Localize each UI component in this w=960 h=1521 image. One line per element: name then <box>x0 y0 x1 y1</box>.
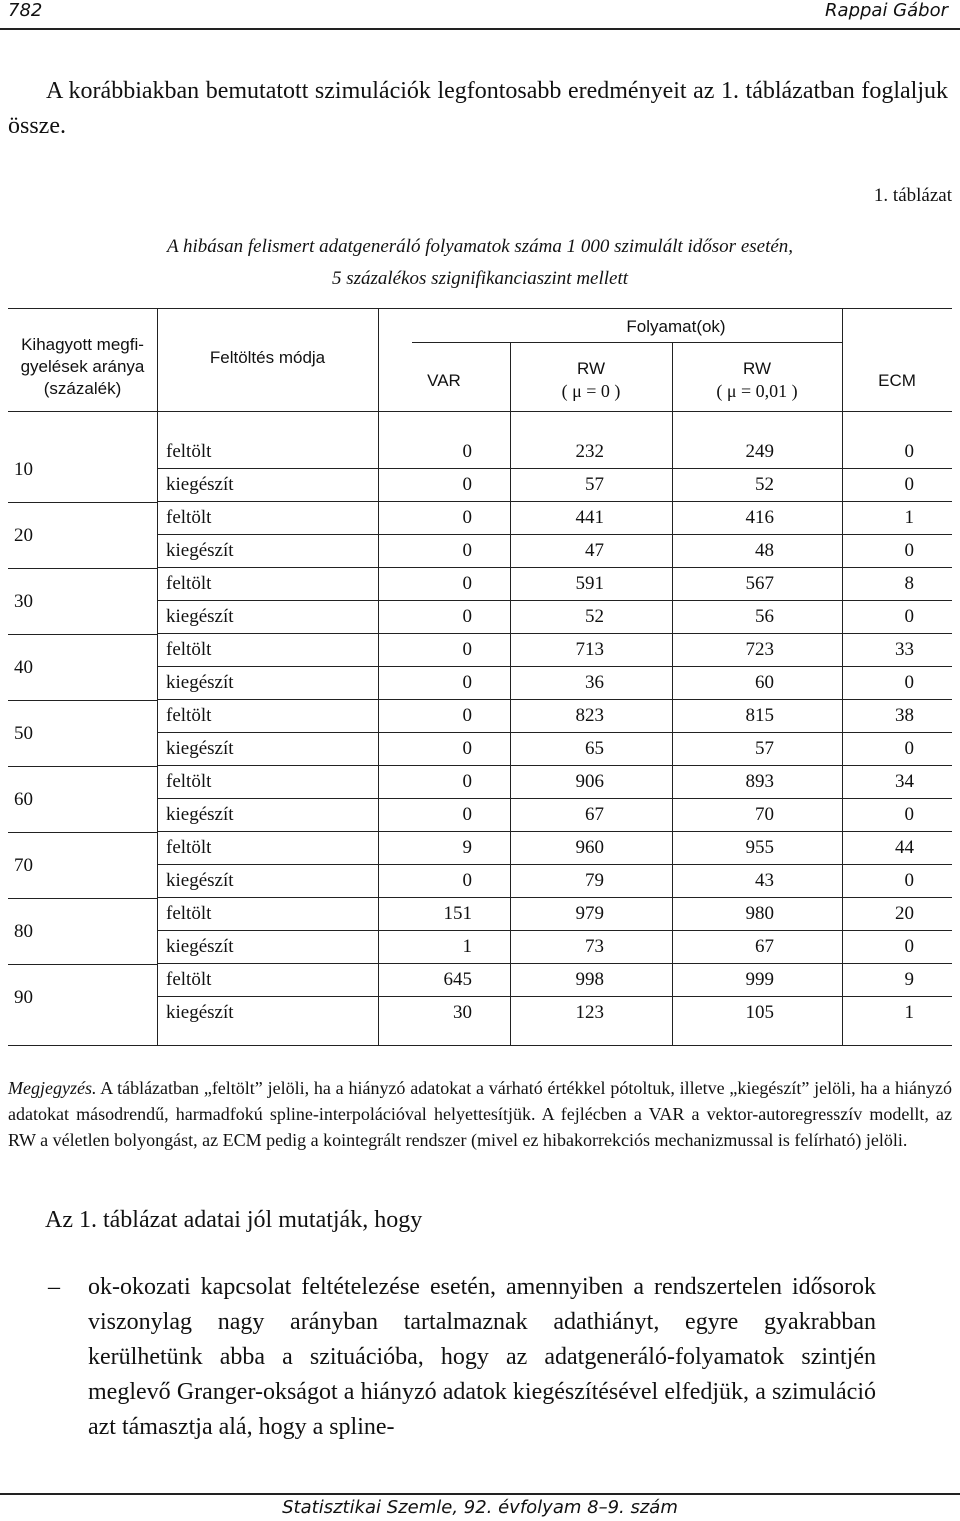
bullet-text: ok-okozati kapcsolat feltételezése esetén, amennyiben a rendszertelen idősorok viszonylag nagy arányban tartalmaznak adathiányt, egyre gyakrabban kerülhetünk abba a szituációba, hogy az adatgeneráló-folyamatok szintjén meglevő Granger-okságot a hiányzó adatok kiegészítésével elfedjük, a szimuláció azt támasztja alá, hogy a spline- <box>88 1274 876 1440</box>
group-rule <box>8 898 157 899</box>
fill-method-cell: feltölt <box>166 573 212 594</box>
ecm-cell: 20 <box>895 903 914 924</box>
group-rule <box>8 568 157 569</box>
rw-mu001-cell: 723 <box>745 639 774 660</box>
table-label: 1. táblázat <box>873 185 952 206</box>
bullet-item <box>48 1270 876 1445</box>
fill-method-cell: feltölt <box>166 639 212 660</box>
rw-mu0-cell: 79 <box>585 870 604 891</box>
missing-ratio-label: 60 <box>14 789 33 810</box>
missing-ratio-label: 50 <box>14 723 33 744</box>
missing-ratio-label: 30 <box>14 591 33 612</box>
fill-method-cell: feltölt <box>166 771 212 792</box>
fill-method-cell: feltölt <box>166 837 212 858</box>
fill-method-cell: kiegészít <box>166 474 234 495</box>
row-rule <box>157 567 952 568</box>
missing-ratio-label: 40 <box>14 657 33 678</box>
fill-method-cell: feltölt <box>166 507 212 528</box>
rw-mu0-cell: 713 <box>575 639 604 660</box>
rw-mu001-cell: 416 <box>745 507 774 528</box>
ecm-cell: 0 <box>904 804 914 825</box>
rw-mu0-cell: 960 <box>575 837 604 858</box>
header-missing-ratio-line2: gyelések aránya <box>20 357 145 376</box>
var-cell: 0 <box>462 474 472 495</box>
note-label: Megjegyzés. <box>8 1078 97 1098</box>
rw-mu001-cell: 70 <box>755 804 774 825</box>
var-cell: 0 <box>462 771 472 792</box>
header-missing-ratio <box>8 334 157 400</box>
ecm-cell: 0 <box>904 936 914 957</box>
row-rule <box>157 666 952 667</box>
table-caption-line1: A hibásan felismert adatgeneráló folyamatok száma 1 000 szimulált idősor esetén, <box>166 236 794 257</box>
row-rule <box>157 765 952 766</box>
rw-mu0-cell: 57 <box>585 474 604 495</box>
var-cell: 0 <box>462 507 472 528</box>
rw-mu001-cell: 893 <box>745 771 774 792</box>
footer-rule <box>0 1493 960 1495</box>
var-cell: 0 <box>462 804 472 825</box>
header-rule <box>0 28 960 30</box>
table-top-rule <box>8 308 952 309</box>
rw-mu001-cell: 43 <box>755 870 774 891</box>
header-rw-mu001 <box>672 358 842 402</box>
var-cell: 0 <box>462 672 472 693</box>
col-divider-1 <box>157 308 158 1046</box>
process-group-rule <box>412 342 842 343</box>
fill-method-cell: kiegészít <box>166 606 234 627</box>
fill-method-cell: kiegészít <box>166 672 234 693</box>
group-rule <box>8 766 157 767</box>
fill-method-cell: feltölt <box>166 969 212 990</box>
rw-mu0-cell: 36 <box>585 672 604 693</box>
header-ecm: ECM <box>878 371 916 390</box>
group-rule <box>8 964 157 965</box>
col-divider-3 <box>510 342 511 1046</box>
fill-method-cell: kiegészít <box>166 1002 234 1023</box>
fill-method-cell: feltölt <box>166 441 212 462</box>
ecm-cell: 0 <box>904 870 914 891</box>
col-divider-4 <box>672 342 673 1046</box>
rw-mu0-cell: 123 <box>575 1002 604 1023</box>
rw-mu001-cell: 567 <box>745 573 774 594</box>
var-cell: 9 <box>462 837 472 858</box>
group-rule <box>8 832 157 833</box>
var-cell: 0 <box>462 639 472 660</box>
running-header-author: Rappai Gábor <box>825 0 948 21</box>
rw-mu0-cell: 441 <box>575 507 604 528</box>
ecm-cell: 1 <box>904 507 914 528</box>
row-rule <box>157 996 952 997</box>
var-cell: 151 <box>443 903 472 924</box>
table-header-rule <box>8 411 952 412</box>
row-rule <box>157 732 952 733</box>
rw-mu0-cell: 906 <box>575 771 604 792</box>
ecm-cell: 8 <box>904 573 914 594</box>
rw-mu001-cell: 999 <box>745 969 774 990</box>
table-caption-line2: 5 százalékos szignifikanciaszint mellett <box>331 268 629 289</box>
page-number: 782 <box>8 0 43 21</box>
var-cell: 0 <box>462 870 472 891</box>
journal-footer: Statisztikai Szemle, 92. évfolyam 8–9. szám <box>282 1497 678 1518</box>
header-var: VAR <box>427 371 461 390</box>
rw-mu001-cell: 48 <box>755 540 774 561</box>
header-processes: Folyamat(ok) <box>626 317 726 336</box>
ecm-cell: 0 <box>904 474 914 495</box>
rw-mu001-cell: 60 <box>755 672 774 693</box>
rw-mu0-cell: 232 <box>575 441 604 462</box>
missing-ratio-label: 90 <box>14 987 33 1008</box>
ecm-cell: 0 <box>904 672 914 693</box>
var-cell: 30 <box>453 1002 472 1023</box>
row-rule <box>157 699 952 700</box>
rw-mu001-cell: 249 <box>745 441 774 462</box>
rw-mu0-cell: 47 <box>585 540 604 561</box>
header-rw-mu001-param: ( μ = 0,01 ) <box>716 381 798 401</box>
header-missing-ratio-line1: Kihagyott megfi- <box>21 335 144 354</box>
note-text: A táblázatban „feltölt” jelöli, ha a hiányzó adatokat a várható értékkel pótoltuk, illetve „kiegészít” jelöli, ha a hiányzó adatokat másodrendű, harmadfokú spline-interpolációval helyettesítjük. A fejlécben a VAR a vektor-autoregresszív modellt, az RW a véletlen bolyongást, az ECM pedig a kointegrált rendszer (mivel ez hibakorrekciós mechanizmussal is felírható) jelöli. <box>8 1078 952 1150</box>
missing-ratio-label: 80 <box>14 921 33 942</box>
ecm-cell: 33 <box>895 639 914 660</box>
var-cell: 1 <box>462 936 472 957</box>
rw-mu0-cell: 979 <box>575 903 604 924</box>
missing-ratio-label: 10 <box>14 459 33 480</box>
row-rule <box>157 633 952 634</box>
row-rule <box>157 831 952 832</box>
ecm-cell: 0 <box>904 441 914 462</box>
row-rule <box>157 468 952 469</box>
fill-method-cell: kiegészít <box>166 870 234 891</box>
row-rule <box>157 930 952 931</box>
rw-mu001-cell: 57 <box>755 738 774 759</box>
var-cell: 0 <box>462 606 472 627</box>
row-rule <box>157 600 952 601</box>
ecm-cell: 34 <box>895 771 914 792</box>
row-rule <box>157 864 952 865</box>
body-paragraph: Az 1. táblázat adatai jól mutatják, hogy <box>45 1207 423 1233</box>
ecm-cell: 9 <box>904 969 914 990</box>
col-divider-5 <box>842 308 843 1046</box>
rw-mu0-cell: 65 <box>585 738 604 759</box>
row-rule <box>157 501 952 502</box>
header-rw-mu0-param: ( μ = 0 ) <box>561 381 621 401</box>
rw-mu001-cell: 815 <box>745 705 774 726</box>
rw-mu001-cell: 52 <box>755 474 774 495</box>
rw-mu001-cell: 955 <box>745 837 774 858</box>
group-rule <box>8 634 157 635</box>
var-cell: 0 <box>462 540 472 561</box>
col-divider-2 <box>378 308 379 1046</box>
rw-mu001-cell: 980 <box>745 903 774 924</box>
row-rule <box>157 534 952 535</box>
ecm-cell: 0 <box>904 738 914 759</box>
row-rule <box>157 897 952 898</box>
bullet-dash: – <box>48 1274 60 1300</box>
rw-mu0-cell: 823 <box>575 705 604 726</box>
header-rw-mu0-name: RW <box>576 359 605 378</box>
fill-method-cell: kiegészít <box>166 804 234 825</box>
var-cell: 0 <box>462 705 472 726</box>
ecm-cell: 0 <box>904 606 914 627</box>
row-rule <box>157 798 952 799</box>
fill-method-cell: kiegészít <box>166 540 234 561</box>
rw-mu0-cell: 73 <box>585 936 604 957</box>
missing-ratio-label: 20 <box>14 525 33 546</box>
row-rule <box>157 963 952 964</box>
table-bottom-rule <box>8 1045 952 1046</box>
rw-mu0-cell: 998 <box>575 969 604 990</box>
table-note <box>8 1075 952 1153</box>
rw-mu001-cell: 67 <box>755 936 774 957</box>
rw-mu0-cell: 67 <box>585 804 604 825</box>
rw-mu001-cell: 105 <box>745 1002 774 1023</box>
header-fill-method: Feltöltés módja <box>209 348 326 367</box>
missing-ratio-label: 70 <box>14 855 33 876</box>
ecm-cell: 44 <box>895 837 914 858</box>
fill-method-cell: kiegészít <box>166 738 234 759</box>
fill-method-cell: feltölt <box>166 705 212 726</box>
header-missing-ratio-line3: (százalék) <box>43 379 122 398</box>
var-cell: 0 <box>462 573 472 594</box>
rw-mu0-cell: 591 <box>575 573 604 594</box>
var-cell: 0 <box>462 738 472 759</box>
ecm-cell: 1 <box>904 1002 914 1023</box>
ecm-cell: 0 <box>904 540 914 561</box>
header-rw-mu001-name: RW <box>742 359 771 378</box>
var-cell: 645 <box>443 969 472 990</box>
fill-method-cell: feltölt <box>166 903 212 924</box>
intro-paragraph: A korábbiakban bemutatott szimulációk legfontosabb eredményeit az 1. táblázatban foglaljuk össze. <box>8 78 948 139</box>
header-rw-mu0 <box>510 358 672 402</box>
rw-mu0-cell: 52 <box>585 606 604 627</box>
group-rule <box>8 700 157 701</box>
group-rule <box>8 502 157 503</box>
ecm-cell: 38 <box>895 705 914 726</box>
rw-mu001-cell: 56 <box>755 606 774 627</box>
fill-method-cell: kiegészít <box>166 936 234 957</box>
var-cell: 0 <box>462 441 472 462</box>
